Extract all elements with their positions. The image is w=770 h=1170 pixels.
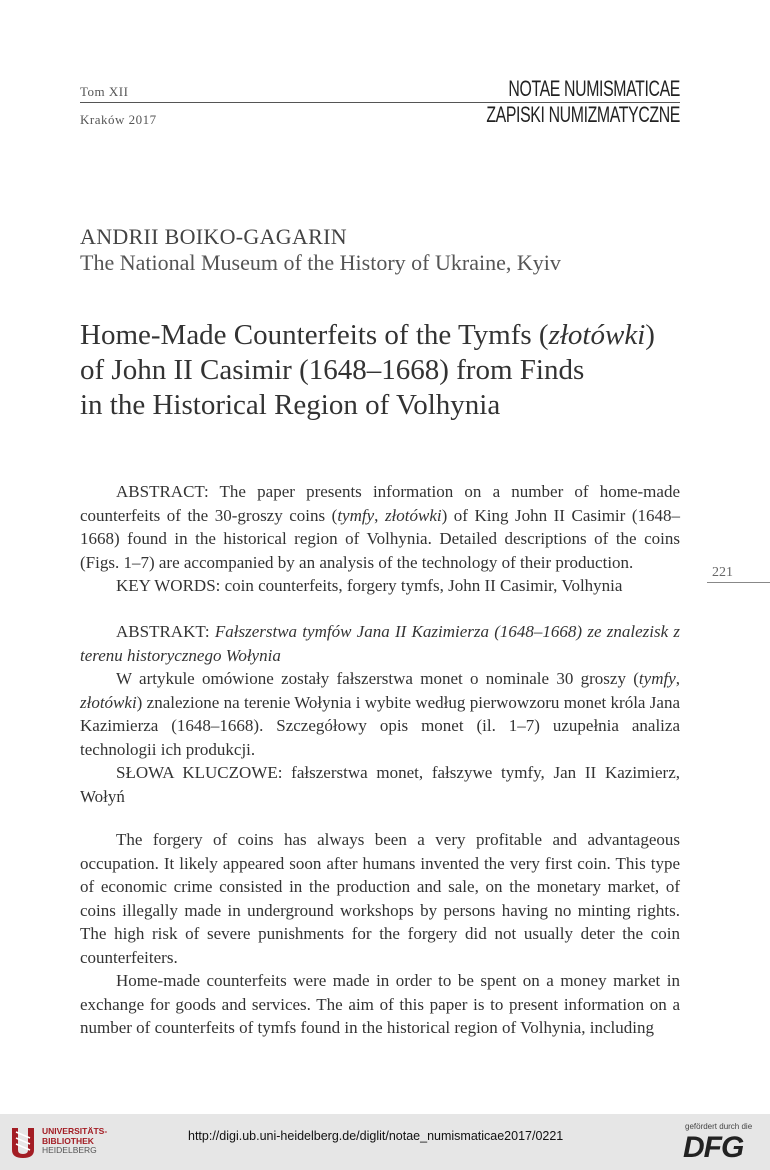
author-name: ANDRII BOIKO-GAGARIN (80, 224, 347, 249)
abstract-pl-text: W artykule omówione zostały fałszerstwa monet o nominale 30 groszy (tymfy, złotówki) znalezione na terenie Wołynia i wybite według pierwowzoru monet króla Jana Kazimierza (1648–1668). Szczegółowy opis monet (il. 1–7) uzupełnia analiza technologii ich produkcji. (80, 669, 680, 759)
abstract-pl (80, 620, 680, 808)
article-title (80, 318, 700, 423)
dfg-caption: gefördert durch die (685, 1122, 753, 1131)
keywords-en: KEY WORDS: coin counterfeits, forgery tymfs, John II Casimir, Volhynia (116, 576, 623, 595)
place-year-label: Kraków 2017 (80, 112, 157, 127)
author-affiliation: The National Museum of the History of Ukraine, Kyiv (80, 250, 561, 275)
journal-title-line1: NOTAE NUMISMATICAE (508, 76, 680, 101)
abstract-en (80, 480, 680, 598)
title-line1-post: ) (645, 319, 655, 351)
body-text (80, 828, 680, 1040)
title-line1-italic: złotówki (548, 319, 646, 351)
journal-title-line2: ZAPISKI NUMIZMATYCZNE (486, 102, 680, 127)
title-line3: in the Historical Region of Volhynia (80, 389, 501, 421)
title-line2: of John II Casimir (1648–1668) from Finds (80, 354, 585, 386)
abstract-pl-title: ABSTRAKT: Fałszerstwa tymfów Jana II Kazimierza (1648–1668) ze znalezisk z terenu historycznego Wołynia (80, 622, 681, 665)
volume-label: Tom XII (80, 84, 129, 99)
body-paragraph-2: Home-made counterfeits were made in order to be spent on a money market in exchange for goods and services. The aim of this paper is to present information on a number of counterfeits of tymfs found in the historical region of Volhynia, including (80, 971, 680, 1037)
title-line1-pre: Home-Made Counterfeits of the Tymfs ( (80, 319, 549, 351)
dfg-logo: DFG (683, 1131, 744, 1164)
page-number: 221 (712, 565, 733, 580)
body-paragraph-1: The forgery of coins has always been a very profitable and advantageous occupation. It likely appeared soon after humans invented the very first coin. This type of economic crime consisted in the production and sale, on the monetary market, of coins illegally made in underground workshops by persons having no minting rights. The high risk of severe punishments for the forgery did not usually deter the coin counterfeiters. (80, 830, 680, 967)
abstract-en-text: ABSTRACT: The paper presents information on a number of home-made counterfeits of the 30-groszy coins (tymfy, złotówki) of King John II Casimir (1648–1668) found in the historical region of Volhynia. Detailed descriptions of the coins (Figs. 1–7) are accompanied by an analysis of the technology of their production. (80, 482, 681, 572)
university-library-name: UNIVERSITÄTS- BIBLIOTHEK HEIDELBERG (42, 1126, 108, 1155)
source-url-link[interactable]: http://digi.ub.uni-heidelberg.de/diglit/notae_numismaticae2017/0221 (188, 1129, 564, 1143)
keywords-pl: SŁOWA KLUCZOWE: fałszerstwa monet, fałszywe tymfy, Jan II Kazimierz, Wołyń (80, 763, 680, 806)
journal-title (411, 78, 680, 126)
page-number-rule (707, 582, 770, 583)
university-library-logo-icon (8, 1124, 38, 1160)
